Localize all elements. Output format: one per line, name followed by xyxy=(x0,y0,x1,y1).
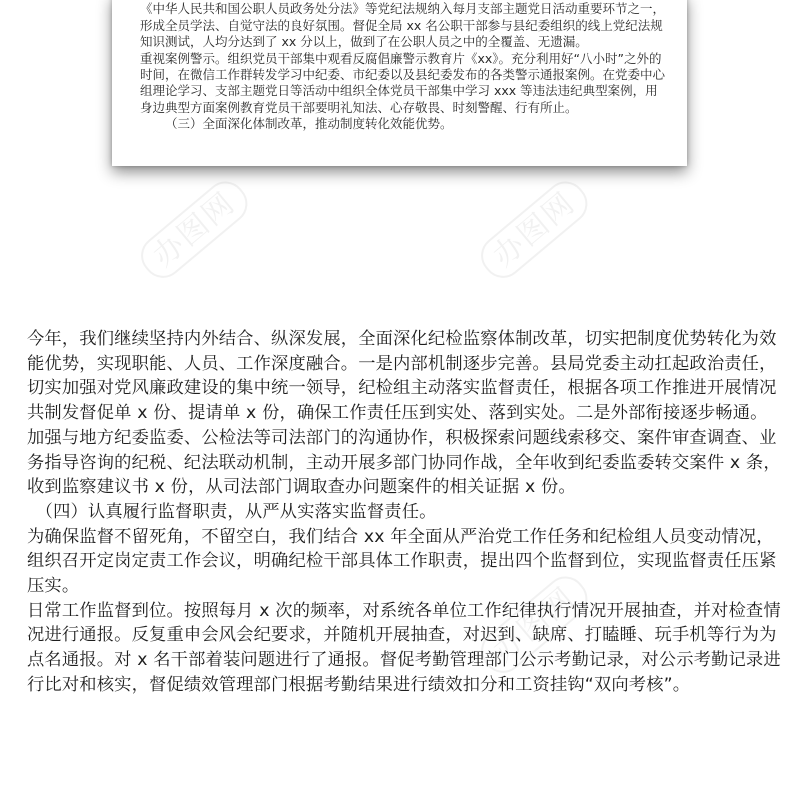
document-body xyxy=(27,327,782,698)
watermark: 办图网 xyxy=(470,565,593,678)
preview-paragraph: 《中华人民共和国公职人员政务处分法》等党纪法规纳入每月支部主题党日活动重要环节之一，形成全员学法、自觉守法的良好氛围。督促全局 xx 名公职干部参与县纪委组织的线上党纪法规知识测试，人均分达到了 xx 分以上，做到了在公职人员之中的全覆盖、无遗漏。 xyxy=(140,1,666,50)
preview-text xyxy=(140,0,670,133)
watermark: 办图网 xyxy=(130,170,253,283)
body-paragraph: 为确保监督不留死角，不留空白，我们结合 xx 年全面从严治党工作任务和纪检组人员变动情况，组织召开定岗定责工作会议，明确纪检干部具体工作职责，提出四个监督到位，实现监督责任压紧压实。 xyxy=(27,526,777,597)
watermark: 办图网 xyxy=(470,170,593,283)
preview-paragraph: 重视案例警示。组织党员干部集中观看反腐倡廉警示教育片《xx》。充分利用好“八小时”之外的时间，在微信工作群转发学习中纪委、市纪委以及县纪委发布的各类警示通报案例。在党委中心组理论学习、支部主题党日等活动中组织全体党员干部集中学习 xxx 等违法违纪典型案例，用身边典型方面案例教育党员干部要明礼知法、心存敬畏、时刻警醒、行有所止。 xyxy=(140,50,666,115)
section-heading: （四）认真履行监督职责，从严从实落实监督责任。 xyxy=(35,501,437,522)
body-paragraph: 日常工作监督到位。按照每月 x 次的频率，对系统各单位工作纪律执行情况开展抽查，并对检查情况进行通报。反复重申会风会纪要求，并随机开展抽查，对迟到、缺席、打瞌睡、玩手机等行为为点名通报。对 x 名干部着装问题进行了通报。督促考勤管理部门公示考勤记录，对公示考勤记录进行比对和核实，督促绩效管理部门根据考勤结果进行绩效扣分和工资挂钩“双向考核”。 xyxy=(27,600,781,695)
document-preview-card xyxy=(112,0,687,166)
preview-paragraph: （三）全面深化体制改革，推动制度转化效能优势。 xyxy=(165,116,453,132)
body-paragraph: 今年，我们继续坚持内外结合、纵深发展，全面深化纪检监察体制改革，切实把制度优势转化为效能优势，实现职能、人员、工作深度融合。一是内部机制逐步完善。县局党委主动扛起政治责任，切实加强对党风廉政建设的集中统一领导，纪检组主动落实监督责任，根据各项工作推进开展情况共制发督促单 x 份、提请单 x 份，确保工作责任压到实处、落到实处。二是外部衔接逐步畅通。加强与地方纪委监委、公检法等司法部门的沟通协作，积极探索问题线索移交、案件审查调查、业务指导咨询的纪税、纪法联动机制，主动开展多部门协同作战，全年收到纪委监委转交案件 x 条，收到监察建议书 x 份，从司法部门调取查办问题案件的相关证据 x 份。 xyxy=(27,329,781,498)
